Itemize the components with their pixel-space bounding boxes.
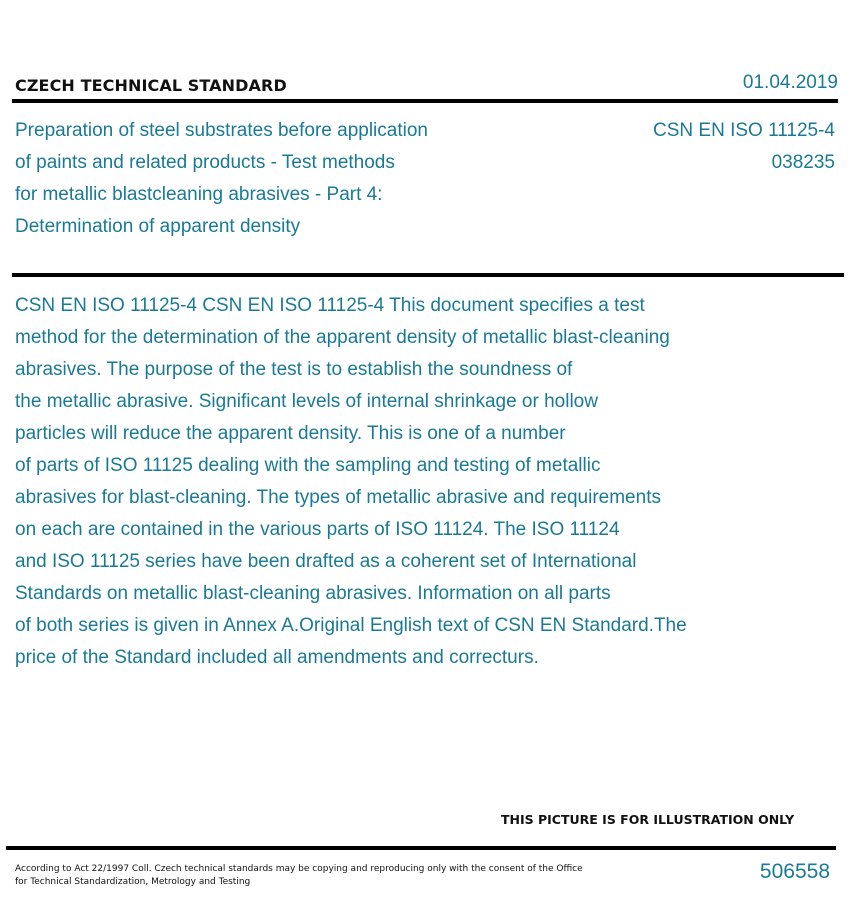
footer-divider xyxy=(6,846,836,850)
abstract-line: Standards on metallic blast-cleaning abrasives. Information on all parts xyxy=(15,583,611,604)
legal-line: for Technical Standardization, Metrology and Testing xyxy=(15,877,251,887)
header-divider xyxy=(12,99,838,103)
title-line: Preparation of steel substrates before application xyxy=(15,120,428,141)
document-title xyxy=(15,115,535,243)
abstract-line: price of the Standard included all amendments and correcturs. xyxy=(15,647,539,668)
abstract-line: abrasives for blast-cleaning. The types of metallic abrasive and requirements xyxy=(15,487,661,508)
title-line: of paints and related products - Test methods xyxy=(15,152,395,173)
title-line: for metallic blastcleaning abrasives - Part 4: xyxy=(15,184,383,205)
abstract-line: CSN EN ISO 11125-4 CSN EN ISO 11125-4 This document specifies a test xyxy=(15,295,645,316)
abstract-line: the metallic abrasive. Significant levels of internal shrinkage or hollow xyxy=(15,391,598,412)
abstract-line: method for the determination of the apparent density of metallic blast-cleaning xyxy=(15,327,670,348)
legal-line: According to Act 22/1997 Coll. Czech technical standards may be copying and reproducing only with the consent of the Office xyxy=(15,864,583,874)
abstract-line: particles will reduce the apparent density. This is one of a number xyxy=(15,423,566,444)
abstract-line: on each are contained in the various parts of ISO 11124. The ISO 11124 xyxy=(15,519,620,540)
abstract-line: abrasives. The purpose of the test is to establish the soundness of xyxy=(15,359,573,380)
abstract-text xyxy=(15,290,815,674)
illustration-disclaimer: THIS PICTURE IS FOR ILLUSTRATION ONLY xyxy=(501,812,795,827)
standard-type-heading: CZECH TECHNICAL STANDARD xyxy=(15,76,287,95)
title-line: Determination of apparent density xyxy=(15,216,301,237)
publication-date: 01.04.2019 xyxy=(742,72,838,93)
standard-identifiers xyxy=(653,115,835,179)
abstract-line: of both series is given in Annex A.Original English text of CSN EN Standard.The xyxy=(15,615,687,636)
abstract-line: and ISO 11125 series have been drafted as a coherent set of International xyxy=(15,551,637,572)
title-divider xyxy=(12,273,844,277)
abstract-line: of parts of ISO 11125 dealing with the sampling and testing of metallic xyxy=(15,455,601,476)
legal-notice xyxy=(15,863,615,889)
catalog-number: 038235 xyxy=(771,152,835,173)
standard-code: CSN EN ISO 11125-4 xyxy=(653,120,835,141)
document-number: 506558 xyxy=(759,860,830,883)
